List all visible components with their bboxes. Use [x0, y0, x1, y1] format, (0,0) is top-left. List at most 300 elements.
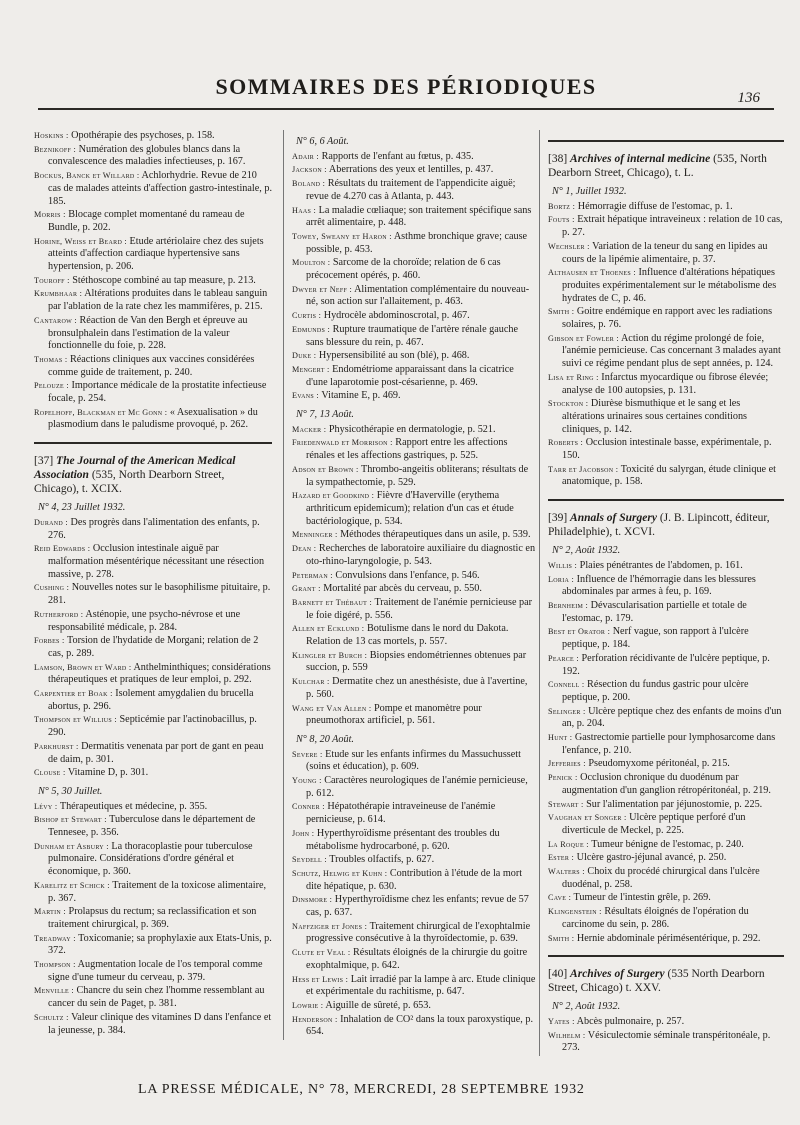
entry-author: Henderson :	[292, 1014, 338, 1024]
abstract-entry	[34, 288, 272, 313]
entry-text: Extrait hépatique intraveineux : relation de 10 cas, p. 27.	[562, 214, 783, 239]
entry-author: Krumbhaar :	[34, 289, 83, 299]
entry-text: Action du régime prolongé de foie, l'anémie pernicieuse. Cas concernant 3 malades ayant suivi ce régime pendant plus de sept années, p. 124.	[562, 332, 781, 370]
entry-author: Macker :	[292, 424, 327, 434]
abstract-entry	[548, 333, 784, 371]
entry-author: Smith :	[548, 933, 575, 943]
abstract-entry	[34, 635, 272, 660]
entry-text: Sur l'alimentation par jéjunostomie, p. 225.	[586, 798, 763, 810]
entry-author: Dunham et Asbury :	[34, 841, 109, 851]
entry-author: Hess et Lewis :	[292, 974, 349, 984]
abstract-entry	[548, 892, 784, 905]
abstract-entry	[34, 985, 272, 1010]
entry-author: Conner :	[292, 802, 325, 812]
abstract-entry	[292, 801, 536, 826]
entry-author: La Roque :	[548, 839, 589, 849]
abstract-entry	[548, 866, 784, 891]
entry-author: Walters :	[548, 867, 585, 877]
abstract-entry	[34, 275, 272, 288]
page-footer: LA PRESSE MÉDICALE, N° 78, MERCREDI, 28 SEPTEMBRE 1932	[138, 1082, 585, 1097]
entry-text: Hypersensibilité au son (blé), p. 468.	[318, 350, 470, 362]
entry-text: Résultats éloignés de l'opération du carcinome du sein, p. 286.	[562, 906, 749, 930]
abstract-entry	[292, 921, 536, 946]
abstract-entry	[292, 650, 536, 675]
entry-text: Ulcère gastro-jéjunal avancé, p. 250.	[576, 852, 727, 864]
entry-author: Willis :	[548, 560, 578, 570]
abstract-entry	[292, 868, 536, 893]
entry-text: Rupture traumatique de l'artère rénale gauche sans blessure du rein, p. 467.	[306, 323, 518, 348]
abstract-entry	[292, 828, 536, 853]
entry-author: Jefferies :	[548, 759, 586, 769]
abstract-entry	[292, 284, 536, 309]
issue-label: N° 1, Juillet 1932.	[552, 186, 627, 197]
entry-author: Clouse :	[34, 768, 66, 778]
entry-text: Vésiculectomie séminale transpéritonéale, p. 273.	[562, 1029, 771, 1054]
abstract-entry	[548, 560, 784, 573]
abstract-entry	[34, 906, 272, 931]
entry-author: Peterman :	[292, 570, 333, 580]
entry-author: Smith :	[548, 307, 575, 317]
abstract-entry	[292, 310, 536, 323]
entry-text: Blocage complet momentané du rameau de Bundle, p. 202.	[48, 209, 245, 233]
entry-text: Hernie abdominale périmésentérique, p. 292.	[576, 932, 761, 944]
entry-author: Carpentier et Boak :	[34, 689, 113, 699]
entry-author: Pearce :	[548, 653, 579, 663]
entry-text: Thrombo-angeitis obliterans; résultats de la sympathectomie, p. 529.	[306, 463, 529, 488]
entry-author: Cave :	[548, 893, 572, 903]
entry-text: Vitamine D, p. 301.	[67, 767, 149, 779]
entry-text: Inhalation de CO² dans la toux paroxystique, p. 654.	[306, 1013, 533, 1038]
abstract-entry	[548, 1016, 784, 1029]
entry-text: Troubles olfactifs, p. 627.	[329, 854, 435, 866]
abstract-entry	[548, 799, 784, 812]
entry-author: Best et Orator :	[548, 627, 611, 637]
entry-text: Rapport entre les affections rénales et les affections gastriques, p. 525.	[306, 437, 508, 462]
abstract-entry	[548, 267, 784, 305]
entry-text: Variation de la teneur du sang en lipides au cours de la lipémie alimentaire, p. 37.	[562, 240, 768, 265]
page-number: 136	[737, 90, 760, 106]
entry-text: Torsion de l'hydatide de Morgani; relation de 2 cas, p. 289.	[48, 635, 259, 659]
entry-author: Stockton :	[548, 399, 589, 409]
entry-text: Aberrations des yeux et lentilles, p. 437.	[328, 164, 494, 176]
entry-text: Aiguille de sûreté, p. 653.	[325, 1000, 431, 1011]
entry-text: Hyperthyroïdisme présentant des troubles du métabolisme hydrocarboné, p. 620.	[306, 827, 500, 852]
entry-author: Grant :	[292, 584, 321, 594]
abstract-entry	[548, 464, 784, 489]
column-2	[283, 130, 536, 1040]
entry-author: Naffziger et Jones :	[292, 921, 368, 931]
entry-text: Dermatite chez un anesthésiste, due à l'avertine, p. 560.	[306, 676, 528, 700]
abstract-entry	[548, 812, 784, 837]
entry-text: Nouvelles notes sur le basophilisme pituitaire, p. 281.	[48, 582, 271, 607]
entry-text: Septicémie par l'actinobacillus, p. 290.	[48, 714, 257, 739]
entry-text: Pompe et manomètre pour pneumothorax artificiel, p. 561.	[306, 702, 482, 727]
abstract-entry	[548, 679, 784, 704]
entry-text: Résultats du traitement de l'appendicite aiguë; revue de 4.270 cas à Atlanta, p. 443.	[306, 178, 516, 202]
entry-text: Caractères neurologiques de l'anémie pernicieuse, p. 612.	[306, 775, 528, 799]
abstract-entry	[548, 626, 784, 651]
abstract-entry	[548, 906, 784, 931]
abstract-entry	[548, 201, 784, 214]
abstract-entry	[34, 841, 272, 879]
entry-author: Pelouze :	[34, 381, 69, 391]
entry-author: Lamson, Brown et Ward :	[34, 662, 132, 672]
abstract-entry	[292, 703, 536, 728]
entry-text: Abcès pulmonaire, p. 257.	[576, 1015, 685, 1027]
abstract-entry	[34, 741, 272, 766]
abstract-entry	[34, 662, 272, 687]
entry-author: Boland :	[292, 179, 326, 189]
entry-text: Méthodes thérapeutiques dans un asile, p. 539.	[340, 529, 531, 541]
abstract-entry	[34, 609, 272, 634]
entry-text: Des progrès dans l'alimentation des enfants, p. 276.	[48, 516, 260, 541]
entry-text: Tumeur de l'intestin grêle, p. 269.	[573, 892, 711, 904]
column-1	[34, 130, 272, 1038]
entry-text: Occlusion intestinale aiguë par malformation mésentérique nécessitant une résection massive, p. 278.	[48, 543, 265, 580]
abstract-entry	[292, 257, 536, 282]
entry-text: Altérations produites dans le tableau sanguin par l'ablation de la rate chez les mammifères, p. 215.	[48, 288, 268, 313]
abstract-entry	[34, 1012, 272, 1037]
entry-text: Ulcère peptique perforé d'un diverticule de Meckel, p. 225.	[562, 812, 746, 836]
entry-text: Numération des globules blancs dans la convalescence des maladies infectieuses, p. 167.	[48, 143, 246, 168]
abstract-entry	[292, 775, 536, 800]
entry-text: Ulcère peptique chez des enfants de moins d'un an, p. 204.	[562, 705, 782, 730]
entry-author: Reid Edwards :	[34, 544, 91, 554]
entry-author: Cantarow :	[34, 315, 77, 325]
entry-text: Perforation récidivante de l'ulcère peptique, p. 192.	[562, 652, 770, 677]
entry-author: Hoskins :	[34, 131, 69, 140]
entry-text: Infarctus myocardique ou fibrose élevée; analyse de 100 autopsies, p. 131.	[562, 371, 769, 396]
abstract-entry	[34, 543, 272, 581]
abstract-entry	[548, 839, 784, 852]
entry-author: Penick :	[548, 773, 578, 783]
entry-text: Tumeur bénigne de l'estomac, p. 240.	[591, 838, 744, 850]
entry-author: Karelitz et Schick :	[34, 880, 110, 890]
entry-text: Rapports de l'enfant au fœtus, p. 435.	[321, 150, 474, 162]
entry-text: Valeur clinique des vitamines D dans l'enfance et la jeunesse, p. 384.	[48, 1011, 272, 1036]
entry-text: Toxicomanie; sa prophylaxie aux Etats-Unis, p. 372.	[48, 932, 272, 957]
page-header	[38, 68, 774, 110]
entry-text: Mortalité par abcès du cerveau, p. 550.	[323, 583, 482, 595]
journal-page	[26, 60, 783, 1105]
issue-label: N° 8, 20 Août.	[296, 733, 354, 745]
abstract-entry	[548, 574, 784, 599]
abstract-entry	[292, 1000, 536, 1013]
entry-author: Vaughan et Songer :	[548, 813, 627, 823]
entry-text: Diurèse bismuthique et le sang et les altérations urinaires sous certaines conditions cliniques, p. 142.	[562, 398, 748, 435]
entry-author: Fouts :	[548, 215, 575, 225]
entry-author: Martin :	[34, 907, 66, 917]
abstract-entry	[548, 732, 784, 757]
abstract-entry	[292, 623, 536, 648]
entry-author: Parkhurst :	[34, 741, 79, 751]
abstract-entry	[548, 398, 784, 436]
abstract-entry	[292, 894, 536, 919]
entry-text: Physicothérapie en dermatologie, p. 521.	[328, 423, 496, 435]
entry-text: Alimentation complémentaire du nouveau-né, son action sur l'allaitement, p. 463.	[306, 283, 530, 308]
entry-text: Opothérapie des psychoses, p. 158.	[71, 130, 215, 141]
entry-author: Ropelhoff, Blackman et Mc Gonn :	[34, 407, 168, 417]
entry-text: Recherches de laboratoire auxiliaire du diagnostic en oto-rhino-laryngologie, p. 543.	[306, 543, 536, 567]
entry-text: Vitamine E, p. 469.	[321, 390, 401, 402]
entry-author: Treadway :	[34, 933, 76, 943]
abstract-entry	[548, 852, 784, 865]
entry-text: Réactions cliniques aux vaccines considérées comme guide de traitement, p. 240.	[48, 353, 255, 378]
entry-author: Durand :	[34, 517, 68, 527]
abstract-entry	[292, 464, 536, 489]
abstract-entry	[292, 364, 536, 389]
page-title: SOMMAIRES DES PÉRIODIQUES	[215, 74, 597, 99]
abstract-entry	[548, 933, 784, 946]
entry-text: Stéthoscope combiné au tap measure, p. 213.	[72, 274, 256, 286]
abstract-entry	[34, 170, 272, 208]
entry-author: Selinger :	[548, 706, 586, 716]
entry-author: Towey, Sweany et Haron :	[292, 231, 392, 241]
entry-text: Biopsies endométriennes obtenues par succion, p. 559	[306, 649, 527, 674]
entry-text: Occlusion intestinale basse, expérimentale, p. 150.	[562, 437, 772, 462]
entry-text: Isolement amygdalien du brucella abortus, p. 296.	[48, 688, 254, 712]
entry-author: Evans :	[292, 391, 319, 401]
abstract-entry	[292, 151, 536, 164]
issue-label: N° 7, 13 Août.	[296, 409, 354, 421]
entry-text: Etude artériolaire chez des sujets atteints d'affection cardiaque hypertensive sans hypertension, p. 206.	[48, 235, 264, 273]
entry-author: Haas :	[292, 205, 317, 215]
issue-label: N° 2, Août 1932.	[552, 545, 621, 557]
abstract-entry	[292, 324, 536, 349]
abstract-entry	[34, 380, 272, 405]
entry-text: Résection du fundus gastric pour ulcère peptique, p. 200.	[562, 679, 749, 703]
abstract-entry	[548, 372, 784, 397]
abstract-entry	[34, 209, 272, 234]
abstract-entry	[34, 801, 272, 814]
entry-text: Contribution à l'étude de la mort dite hépatique, p. 630.	[306, 867, 523, 892]
entry-text: Sarcome de la choroïde; relation de 6 cas précocement opérés, p. 460.	[306, 257, 501, 282]
abstract-entry	[292, 350, 536, 363]
journal-details: (535, North Dearborn Street, Chicago), t. L.	[548, 153, 767, 179]
entry-author: Schutz, Helwig et Kuhn :	[292, 868, 388, 878]
entry-text: Importance médicale de la prostatite infectieuse focale, p. 254.	[48, 380, 267, 405]
entry-author: Kulchar :	[292, 677, 330, 687]
entry-author: Althausen et Thoenes :	[548, 268, 636, 278]
entry-text: Dermatitis venenata par port de gant en peau de daim, p. 301.	[48, 740, 264, 765]
entry-text: Réaction de Van den Bergh et épreuve au bronsulphalein dans l'estimation de la valeur fonctionnelle du foie, p. 228.	[48, 314, 248, 352]
entry-text: Plaies pénétrantes de l'abdomen, p. 161.	[579, 559, 743, 571]
abstract-entry	[34, 236, 272, 274]
entry-text: Choix du procédé chirurgical dans l'ulcère duodénal, p. 258.	[562, 866, 760, 890]
entry-author: Bockus, Banck et Willard :	[34, 171, 140, 181]
entry-author: Curtis :	[292, 311, 322, 321]
entry-author: Schultz :	[34, 1012, 69, 1022]
abstract-entry	[34, 354, 272, 379]
abstract-entry	[34, 714, 272, 739]
entry-author: Dinsmore :	[292, 895, 333, 905]
abstract-entry	[34, 959, 272, 984]
entry-author: Dean :	[292, 544, 317, 554]
abstract-entry	[292, 205, 536, 230]
abstract-entry	[548, 600, 784, 625]
entry-text: Endométriome apparaissant dans la cicatrice d'une laparotomie post-césarienne, p. 469.	[306, 363, 514, 388]
entry-author: Thompson et Willius :	[34, 715, 117, 725]
entry-text: Prolapsus du rectum; sa reclassification et son traitement chirurgical, p. 369.	[48, 906, 257, 930]
entry-author: Friedenwald et Morrison :	[292, 438, 393, 448]
entry-text: Convulsions dans l'enfance, p. 546.	[335, 569, 480, 581]
abstract-entry	[292, 570, 536, 583]
entry-text: Traitement de la toxicose alimentaire, p. 367.	[48, 879, 267, 904]
abstract-entry	[34, 880, 272, 905]
entry-author: Duke :	[292, 351, 317, 361]
abstract-entry	[292, 1014, 536, 1039]
entry-author: Adair :	[292, 151, 320, 161]
entry-author: Seydell :	[292, 855, 327, 865]
column-3	[539, 130, 784, 1056]
abstract-entry	[548, 758, 784, 771]
entry-text: Asthme bronchique grave; cause possible, p. 453.	[306, 230, 528, 255]
entry-author: John :	[292, 828, 315, 838]
entry-text: Tuberculose dans le département de Tennesee, p. 356.	[48, 814, 256, 839]
entry-text: Hépatothérapie intraveineuse de l'anémie pernicieuse, p. 614.	[306, 801, 496, 826]
journal-number: [40]	[548, 968, 568, 981]
abstract-entry	[548, 1030, 784, 1055]
journal-number: [38]	[548, 153, 568, 165]
journal-heading	[34, 442, 272, 496]
entry-author: Bernheim :	[548, 600, 589, 610]
entry-text: Influence de l'hémorragie dans les blessures abdominales par armes à feu, p. 169.	[562, 573, 756, 598]
entry-author: Clute et Veal :	[292, 948, 351, 958]
abstract-entry	[292, 854, 536, 867]
entry-text: Thérapeutiques et médecine, p. 355.	[59, 800, 208, 812]
abstract-entry	[292, 583, 536, 596]
entry-author: Moulton :	[292, 258, 331, 268]
journal-name: Annals of Surgery	[570, 512, 657, 525]
abstract-entry	[292, 529, 536, 542]
abstract-entry	[548, 306, 784, 331]
entry-author: Lisa et Ring :	[548, 372, 599, 382]
entry-text: Hémorragie diffuse de l'estomac, p. 1.	[577, 200, 733, 212]
entry-text: Botulisme dans le nord du Dakota. Relation de 13 cas mortels, p. 557.	[306, 623, 509, 648]
abstract-entry	[292, 424, 536, 437]
entry-author: Loria :	[548, 574, 575, 584]
entry-author: Jackson :	[292, 165, 327, 175]
entry-author: Gibson et Fowler :	[548, 333, 619, 343]
entry-text: Chancre du sein chez l'homme ressemblant au cancer du sein de Paget, p. 381.	[48, 985, 265, 1010]
entry-author: Bishop et Stewart :	[34, 815, 107, 825]
abstract-entry	[292, 178, 536, 203]
abstract-entry	[34, 582, 272, 607]
entry-author: Menninger :	[292, 530, 338, 540]
entry-author: Yates :	[548, 1016, 575, 1026]
entry-text: Achlorhydrie. Revue de 210 cas de malades atteints d'affection gastro-intestinale, p. 185.	[48, 170, 272, 207]
entry-author: Allen et Ecklund :	[292, 624, 365, 634]
entry-text: La maladie cœliaque; son traitement spécifique sans arrêt alimentaire, p. 448.	[306, 204, 532, 229]
abstract-entry	[34, 933, 272, 958]
entry-author: Cushing :	[34, 583, 70, 593]
entry-author: Stewart :	[548, 799, 584, 809]
abstract-entry	[292, 974, 536, 999]
entry-text: Gastrectomie partielle pour lymphosarcome dans l'enfance, p. 210.	[562, 732, 776, 756]
abstract-entry	[292, 597, 536, 622]
entry-author: Wilhelm :	[548, 1030, 586, 1040]
issue-label: N° 4, 23 Juillet 1932.	[38, 502, 126, 514]
abstract-entry	[34, 517, 272, 542]
entry-text: Hydrocèle abdominoscrotal, p. 467.	[323, 310, 470, 322]
entry-author: Mengert :	[292, 364, 330, 374]
entry-author: Young :	[292, 776, 322, 786]
entry-text: Influence d'altérations hépatiques produites expérimentalement sur le métabolisme des hydrates de C, p. 46.	[562, 267, 777, 304]
entry-author: Lowrie :	[292, 1001, 324, 1010]
abstract-entry	[292, 490, 536, 528]
entry-text: La thoracoplastie pour tuberculose pulmonaire. Considérations d'ordre général et économique, p. 360.	[48, 840, 253, 878]
abstract-entry	[34, 315, 272, 353]
entry-author: Bortz :	[548, 201, 576, 211]
abstract-entry	[548, 214, 784, 239]
issue-label: N° 5, 30 Juillet.	[38, 785, 103, 797]
abstract-entry	[548, 653, 784, 678]
abstract-entry	[548, 772, 784, 797]
entry-author: Dwyer et Neff :	[292, 284, 353, 294]
abstract-entry	[548, 437, 784, 462]
entry-author: Thomas :	[34, 354, 68, 364]
abstract-entry	[292, 231, 536, 256]
journal-details: (535 North Dearborn Street, Chicago) t. XXV.	[548, 968, 765, 995]
entry-author: Edmunds :	[292, 324, 331, 334]
entry-author: Connell :	[548, 680, 585, 690]
abstract-entry	[34, 688, 272, 713]
entry-author: Hazard et Goodkind :	[292, 491, 375, 501]
entry-author: Wechsler :	[548, 241, 590, 251]
entry-author: Hunt :	[548, 733, 573, 743]
journal-heading	[548, 140, 784, 180]
entry-author: Severe :	[292, 749, 323, 759]
entry-author: Horine, Weiss et Beard :	[34, 236, 127, 246]
abstract-entry	[292, 164, 536, 177]
entry-text: Etude sur les enfants infirmes du Massuchussett (soins et éducation), p. 609.	[306, 748, 521, 773]
journal-number: [39]	[548, 512, 568, 525]
entry-author: Morris :	[34, 210, 66, 220]
entry-author: Adson et Brown :	[292, 464, 359, 474]
entry-author: Menville :	[34, 986, 74, 996]
entry-author: Klingenstein :	[548, 907, 602, 917]
entry-author: Forbes :	[34, 636, 65, 646]
abstract-entry	[34, 814, 272, 839]
journal-name: The Journal of the American Medical Association	[34, 455, 236, 482]
entry-author: Lévy :	[34, 801, 58, 811]
journal-heading	[548, 955, 784, 995]
journal-name: Archives of internal medicine	[570, 153, 711, 165]
journal-details: (J. B. Lipincott, éditeur, Philadelphie), t. XCVI.	[548, 512, 770, 539]
abstract-entry	[34, 130, 272, 143]
entry-text: Occlusion chronique du duodénum par augmentation d'un ganglion rétropéritonéal, p. 219.	[562, 772, 771, 796]
abstract-entry	[292, 947, 536, 972]
abstract-entry	[34, 407, 272, 432]
entry-text: Lait irradié par la lampe à arc. Etude clinique et expérimentale du rachitisme, p. 647.	[306, 973, 536, 998]
entry-text: Résultats éloignés de la chirurgie du goitre exophtalmique, p. 642.	[306, 947, 528, 971]
journal-heading	[548, 499, 784, 539]
abstract-entry	[292, 749, 536, 774]
journal-number: [37]	[34, 455, 54, 468]
entry-text: Toxicité du salyrgan, étude clinique et anatomique, p. 158.	[562, 463, 776, 488]
entry-text: Dévascularisation partielle et totale de l'estomac, p. 179.	[562, 599, 747, 624]
entry-author: Ester :	[548, 853, 575, 863]
abstract-entry	[292, 543, 536, 568]
abstract-entry	[548, 706, 784, 731]
abstract-entry	[292, 390, 536, 403]
entry-text: Anthelminthiques; considérations thérapeutiques et pratiques de leur emploi, p. 292.	[48, 661, 271, 686]
entry-author: Wang et Van Allen :	[292, 703, 372, 713]
issue-label: N° 6, 6 Août.	[296, 136, 349, 147]
abstract-entry	[292, 437, 536, 462]
entry-author: Barnett et Thébaut :	[292, 597, 373, 607]
journal-name: Archives of Surgery	[570, 968, 665, 981]
